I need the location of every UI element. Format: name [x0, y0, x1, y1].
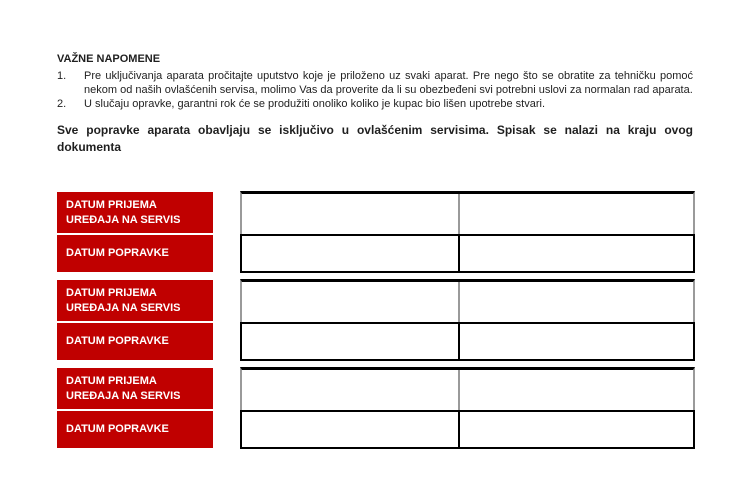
service-entry-table — [240, 191, 695, 273]
service-log-section — [57, 191, 695, 455]
service-entry-labels — [57, 368, 213, 449]
repair-date-cell-left — [242, 412, 460, 447]
repair-date-cell-left — [242, 324, 460, 359]
repair-date-cell-left — [242, 236, 460, 271]
intake-date-cell-right — [460, 370, 693, 410]
notes-list — [57, 69, 693, 111]
service-entry-labels — [57, 192, 213, 273]
table-row — [240, 191, 695, 234]
notes-heading: VAŽNE NAPOMENE — [57, 53, 161, 65]
intake-date-cell-right — [460, 194, 693, 234]
intake-date-label: DATUM PRIJEMA UREĐAJA NA SERVIS — [57, 368, 213, 409]
note-number: 1. — [57, 70, 67, 82]
table-row — [240, 322, 695, 361]
table-row — [240, 234, 695, 273]
service-entry-group — [57, 191, 695, 273]
intake-date-label: DATUM PRIJEMA UREĐAJA NA SERVIS — [57, 192, 213, 233]
table-row — [240, 367, 695, 410]
note-number: 2. — [57, 98, 67, 110]
table-row — [240, 410, 695, 449]
intake-date-label: DATUM PRIJEMA UREĐAJA NA SERVIS — [57, 280, 213, 321]
intake-date-cell-left — [242, 194, 460, 234]
repair-date-label: DATUM POPRAVKE — [57, 235, 213, 272]
service-entry-labels — [57, 280, 213, 361]
service-entry-group — [57, 279, 695, 361]
repair-date-label: DATUM POPRAVKE — [57, 323, 213, 360]
service-entry-table — [240, 279, 695, 361]
intake-date-cell-left — [242, 282, 460, 322]
note-text: U slučaju opravke, garantni rok će se produžiti onoliko koliko je kupac bio lišen upotrebe stvari. — [84, 98, 546, 110]
repair-date-cell-right — [460, 412, 693, 447]
service-entry-table — [240, 367, 695, 449]
repairs-statement: Sve popravke aparata obavljaju se isključivo u ovlašćenim servisima. Spisak se nalazi na kraju ovog dokumenta — [57, 123, 693, 154]
service-entry-group — [57, 367, 695, 449]
intake-date-cell-right — [460, 282, 693, 322]
notes-section — [57, 52, 693, 155]
table-row — [240, 279, 695, 322]
note-item — [57, 97, 693, 111]
intake-date-cell-left — [242, 370, 460, 410]
repair-date-label: DATUM POPRAVKE — [57, 411, 213, 448]
note-text: Pre uključivanja aparata pročitajte uputstvo koje je priloženo uz svaki aparat. Pre nego što se obratite za tehničku pomoć nekom od naših ovlašćenih servisa, molimo Vas da proverite da li su obezbeđeni svi potrebni uslovi za normalan rad aparata. — [84, 70, 693, 96]
repair-date-cell-right — [460, 324, 693, 359]
note-item — [57, 69, 693, 97]
repair-date-cell-right — [460, 236, 693, 271]
